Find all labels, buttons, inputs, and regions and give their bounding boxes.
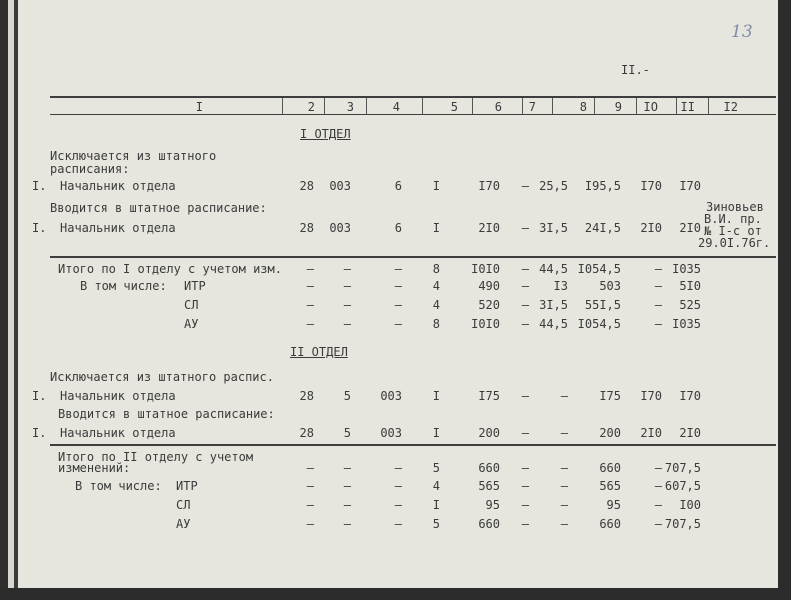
s2-breakdown-cell-c4: – — [394, 517, 402, 531]
s2-breakdown-cell-c9: 565 — [599, 479, 621, 493]
note-line-2: В.И. пр. — [704, 212, 762, 226]
s1-excl-name: Начальник отдела — [60, 179, 176, 193]
s1-breakdown-cell-c3: – — [343, 298, 351, 312]
s1-incl-cell-c10: 2I0 — [640, 221, 662, 235]
s2-breakdown-cell-c7: – — [521, 517, 529, 531]
header-separator — [282, 98, 283, 114]
s1-excl-cell-c2: 28 — [299, 179, 314, 193]
s2-incl-cell-c9: 200 — [599, 426, 621, 440]
section2-excl-label: Исключается из штатного распис. — [50, 370, 274, 384]
header-separator — [676, 98, 677, 114]
header-col-6: 6 — [494, 100, 502, 114]
s2-breakdown-cell-c4: – — [394, 498, 402, 512]
note-line-3: № I-с от — [704, 224, 762, 238]
s2-breakdown-cell-c10: – — [654, 517, 662, 531]
s1-incl-num: I. — [32, 221, 47, 235]
s1-breakdown-cell-c7: – — [521, 279, 529, 293]
s2-breakdown-cell-c2: – — [306, 479, 314, 493]
s1-total-cell-c8: 44,5 — [539, 262, 568, 276]
s1-total-cell-c10: – — [654, 262, 662, 276]
s2-breakdown-cell-c2: – — [306, 517, 314, 531]
s2-total-cell-c5: 5 — [432, 461, 440, 475]
s2-breakdown-name: СЛ — [176, 498, 191, 512]
s2-breakdown-cell-c10: – — [654, 498, 662, 512]
s2-incl-cell-c11: 2I0 — [679, 426, 701, 440]
s1-incl-cell-c9: 24I,5 — [584, 221, 621, 235]
s2-excl-cell-c9: I75 — [599, 389, 621, 403]
s2-breakdown-name: ИТР — [176, 479, 198, 493]
s1-breakdown-cell-c5: 4 — [432, 279, 440, 293]
s2-breakdown-cell-c3: – — [343, 517, 351, 531]
s1-total-cell-c6: I0I0 — [471, 262, 500, 276]
s2-excl-num: I. — [32, 389, 47, 403]
s1-breakdown-cell-c10: – — [654, 279, 662, 293]
s1-incl-cell-c6: 2I0 — [478, 221, 500, 235]
header-separator — [552, 98, 553, 114]
s2-total-cell-c11: 707,5 — [664, 461, 701, 475]
s1-breakdown-cell-c11: 5I0 — [679, 279, 701, 293]
s1-incl-cell-c2: 28 — [299, 221, 314, 235]
s2-total-cell-c8: – — [560, 461, 568, 475]
s2-incl-cell-c8: – — [560, 426, 568, 440]
section1-total-rule — [50, 256, 776, 258]
s2-total-cell-c7: – — [521, 461, 529, 475]
s2-breakdown-cell-c7: – — [521, 479, 529, 493]
s1-excl-cell-c7: – — [521, 179, 529, 193]
note-line-1: Зиновьев — [706, 200, 764, 214]
s2-incl-cell-c3: 5 — [343, 426, 351, 440]
s1-breakdown-cell-c5: 8 — [432, 317, 440, 331]
s1-total-cell-c2: – — [306, 262, 314, 276]
s1-excl-num: I. — [32, 179, 47, 193]
section2-total-rule — [50, 444, 776, 446]
s2-total-cell-c10: – — [654, 461, 662, 475]
s1-breakdown-name: СЛ — [184, 298, 199, 312]
s1-breakdown-cell-c11: 525 — [679, 298, 701, 312]
header-separator — [324, 98, 325, 114]
s2-total-cell-c9: 660 — [599, 461, 621, 475]
s1-breakdown-cell-c3: – — [343, 279, 351, 293]
s2-breakdown-cell-c3: – — [343, 479, 351, 493]
s1-breakdown-cell-c6: 490 — [478, 279, 500, 293]
s1-breakdown-cell-c4: – — [394, 279, 402, 293]
s2-total-cell-c4: – — [394, 461, 402, 475]
s2-breakdown-cell-c7: – — [521, 498, 529, 512]
s2-breakdown-cell-c6: 660 — [478, 517, 500, 531]
s2-excl-cell-c3: 5 — [343, 389, 351, 403]
s1-total-cell-c3: – — [343, 262, 351, 276]
section1-breakdown-label: В том числе: — [80, 279, 167, 293]
s1-breakdown-cell-c8: I3 — [553, 279, 568, 293]
s1-incl-cell-c5: I — [432, 221, 440, 235]
s2-breakdown-cell-c10: – — [654, 479, 662, 493]
section1-title: I ОТДЕЛ — [300, 127, 351, 141]
s2-breakdown-cell-c8: – — [560, 498, 568, 512]
s2-breakdown-cell-c5: 4 — [432, 479, 440, 493]
header-col-4: 4 — [392, 100, 400, 114]
s2-breakdown-name: АУ — [176, 517, 191, 531]
s2-excl-cell-c4: 003 — [380, 389, 402, 403]
header-col-1: I — [195, 100, 203, 114]
section1-incl-label: Вводится в штатное расписание: — [50, 201, 267, 215]
s2-excl-cell-c2: 28 — [299, 389, 314, 403]
s2-breakdown-cell-c11: 607,5 — [664, 479, 701, 493]
s2-breakdown-cell-c6: 95 — [485, 498, 500, 512]
header-separator — [708, 98, 709, 114]
bottom-edge — [0, 588, 791, 600]
s2-incl-cell-c6: 200 — [478, 426, 500, 440]
s1-excl-cell-c6: I70 — [478, 179, 500, 193]
s2-incl-cell-c10: 2I0 — [640, 426, 662, 440]
s1-excl-cell-c4: 6 — [394, 179, 402, 193]
document-page — [18, 0, 778, 588]
s2-breakdown-cell-c6: 565 — [478, 479, 500, 493]
note-line-4: 29.0I.76г. — [698, 236, 771, 250]
s1-breakdown-cell-c3: – — [343, 317, 351, 331]
s1-incl-cell-c11: 2I0 — [679, 221, 701, 235]
s2-breakdown-cell-c8: – — [560, 479, 568, 493]
header-separator — [366, 98, 367, 114]
s1-breakdown-cell-c6: 520 — [478, 298, 500, 312]
s1-breakdown-cell-c9: I054,5 — [577, 317, 621, 331]
s1-total-cell-c7: – — [521, 262, 529, 276]
s2-excl-cell-c8: – — [560, 389, 568, 403]
s1-excl-cell-c9: I95,5 — [584, 179, 621, 193]
s2-incl-name: Начальник отдела — [60, 426, 176, 440]
s1-incl-cell-c3: 003 — [329, 221, 351, 235]
header-col-3: 3 — [346, 100, 354, 114]
s1-breakdown-cell-c10: – — [654, 317, 662, 331]
s1-breakdown-cell-c4: – — [394, 298, 402, 312]
s1-breakdown-name: АУ — [184, 317, 199, 331]
s2-breakdown-cell-c9: 660 — [599, 517, 621, 531]
section2-total-label: Итого по II отделу с учетом — [58, 450, 254, 464]
s2-breakdown-cell-c11: 707,5 — [664, 517, 701, 531]
s1-incl-cell-c4: 6 — [394, 221, 402, 235]
s2-breakdown-cell-c5: 5 — [432, 517, 440, 531]
header-top-rule — [50, 96, 776, 98]
s2-incl-num: I. — [32, 426, 47, 440]
header-separator — [594, 98, 595, 114]
s1-breakdown-cell-c9: 55I,5 — [584, 298, 621, 312]
header-separator — [472, 98, 473, 114]
s2-breakdown-cell-c5: I — [432, 498, 440, 512]
s1-breakdown-cell-c2: – — [306, 298, 314, 312]
s2-breakdown-cell-c4: – — [394, 479, 402, 493]
s2-breakdown-cell-c9: 95 — [606, 498, 621, 512]
s2-breakdown-cell-c3: – — [343, 498, 351, 512]
s1-breakdown-cell-c11: I035 — [672, 317, 701, 331]
s2-breakdown-cell-c11: I00 — [679, 498, 701, 512]
header-separator — [422, 98, 423, 114]
s2-total-cell-c6: 660 — [478, 461, 500, 475]
s1-total-cell-c4: – — [394, 262, 402, 276]
s1-incl-cell-c7: – — [521, 221, 529, 235]
s1-excl-cell-c3: 003 — [329, 179, 351, 193]
s2-breakdown-cell-c2: – — [306, 498, 314, 512]
s2-excl-cell-c11: I70 — [679, 389, 701, 403]
header-col-8: 8 — [579, 100, 587, 114]
header-bottom-rule — [50, 114, 776, 115]
s1-breakdown-cell-c2: – — [306, 279, 314, 293]
s1-total-cell-c9: I054,5 — [577, 262, 621, 276]
section1-total-label: Итого по I отделу с учетом изм. — [58, 262, 282, 276]
section2-breakdown-label: В том числе: — [75, 479, 162, 493]
s2-breakdown-cell-c8: – — [560, 517, 568, 531]
s1-excl-cell-c11: I70 — [679, 179, 701, 193]
s2-excl-cell-c7: – — [521, 389, 529, 403]
header-col-11: II — [680, 100, 695, 114]
header-col-2: 2 — [307, 100, 315, 114]
header-col-5: 5 — [450, 100, 458, 114]
section2-incl-label: Вводится в штатное расписание: — [58, 407, 275, 421]
s2-excl-name: Начальник отдела — [60, 389, 176, 403]
s1-total-cell-c5: 8 — [432, 262, 440, 276]
s2-incl-cell-c5: I — [432, 426, 440, 440]
s2-total-cell-c2: – — [306, 461, 314, 475]
s1-breakdown-cell-c8: 3I,5 — [539, 298, 568, 312]
section1-excl-label-2: расписания: — [50, 162, 130, 176]
s1-breakdown-cell-c9: 503 — [599, 279, 621, 293]
s2-excl-cell-c6: I75 — [478, 389, 500, 403]
header-separator — [522, 98, 523, 114]
s1-breakdown-cell-c7: – — [521, 298, 529, 312]
header-col-9: 9 — [614, 100, 622, 114]
s1-breakdown-cell-c6: I0I0 — [471, 317, 500, 331]
section2-title: II ОТДЕЛ — [290, 345, 348, 359]
s1-breakdown-cell-c8: 44,5 — [539, 317, 568, 331]
page-number: 13 — [731, 22, 753, 42]
s1-total-cell-c11: I035 — [672, 262, 701, 276]
s1-breakdown-cell-c2: – — [306, 317, 314, 331]
s2-incl-cell-c2: 28 — [299, 426, 314, 440]
header-col-12: I2 — [723, 100, 738, 114]
s1-excl-cell-c8: 25,5 — [539, 179, 568, 193]
s1-breakdown-cell-c5: 4 — [432, 298, 440, 312]
s2-excl-cell-c5: I — [432, 389, 440, 403]
s1-incl-cell-c8: 3I,5 — [539, 221, 568, 235]
s1-excl-cell-c10: I70 — [640, 179, 662, 193]
s1-excl-cell-c5: I — [432, 179, 440, 193]
section1-excl-label: Исключается из штатного — [50, 149, 217, 163]
sheet-number: II.- — [621, 63, 650, 77]
s2-incl-cell-c7: – — [521, 426, 529, 440]
s1-breakdown-cell-c4: – — [394, 317, 402, 331]
section2-total-label-2: изменений: — [58, 461, 131, 475]
s1-breakdown-cell-c10: – — [654, 298, 662, 312]
s1-breakdown-cell-c7: – — [521, 317, 529, 331]
right-edge — [778, 0, 791, 600]
s1-incl-name: Начальник отдела — [60, 221, 176, 235]
header-col-10: IO — [643, 100, 658, 114]
header-separator — [636, 98, 637, 114]
binding-edge — [0, 0, 14, 600]
header-col-7: 7 — [528, 100, 536, 114]
s2-excl-cell-c10: I70 — [640, 389, 662, 403]
s2-incl-cell-c4: 003 — [380, 426, 402, 440]
s2-total-cell-c3: – — [343, 461, 351, 475]
s1-breakdown-name: ИТР — [184, 279, 206, 293]
